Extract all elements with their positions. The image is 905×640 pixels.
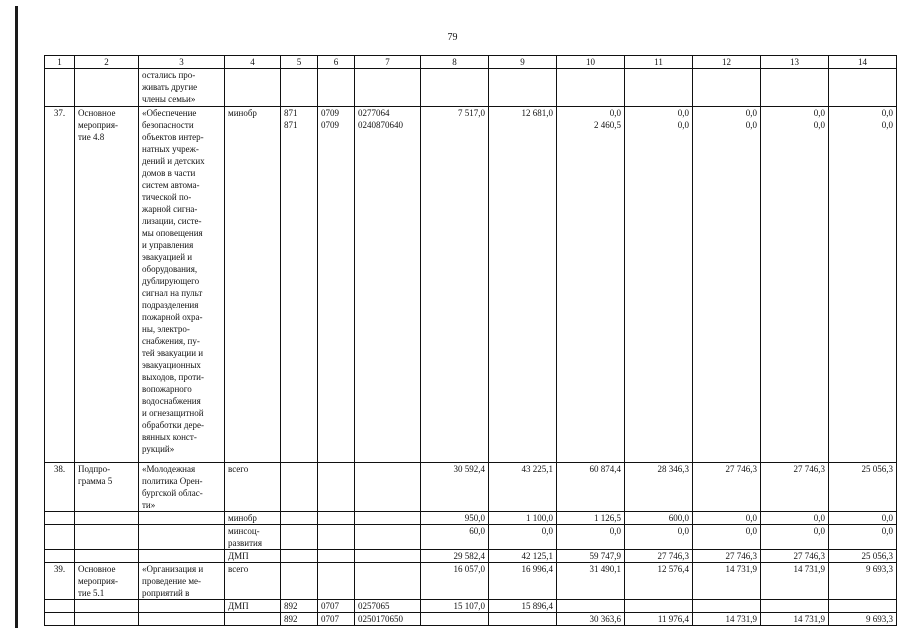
amount-cell: 14 731,9 [693,563,761,600]
description-cell: «Организация и проведение ме- роприятий в [139,563,225,600]
program-name-cell [75,550,139,563]
amount-cell: 0,0 [761,525,829,550]
description-cell: «Обеспечение безопасности объектов интер- натных учреж- дений и детских домов в части систем автома- тической по- жарной сигна- лизации, систе- мы оповещения и управления эвакуацией и оборудования, дублирующего сигнал на пульт подразделения пожарной охра- ны, электро- снабжения, пу- тей эвакуации и эвакуационных выходов, проти- вопожарного водоснабжения и огнезащитной обработки дере- вянных конст- рукций» [139,107,225,463]
row-number-cell: 37. [45,107,75,463]
header-cell: 11 [625,56,693,69]
amount-cell: 29 582,4 [421,550,489,563]
amount-cell: 0,0 [829,512,897,525]
executor-cell: минобр [225,107,281,463]
table-row [45,463,897,512]
target-code-cell [355,69,421,107]
section-code-cell [318,550,355,563]
executor-cell: минсоц- развития [225,525,281,550]
header-cell: 13 [761,56,829,69]
executor-cell [225,613,281,626]
executor-cell: ДМП [225,550,281,563]
description-cell: «Молодежная политика Орен- бургской облас- ти» [139,463,225,512]
grbs-code-cell: 892 [281,613,318,626]
program-name-cell: Основное мероприя- тие 4.8 [75,107,139,463]
row-number-cell [45,613,75,626]
amount-cell: 0,0 [761,512,829,525]
amount-cell: 12 576,4 [625,563,693,600]
amount-cell: 15 896,4 [489,600,557,613]
amount-cell [421,613,489,626]
amount-cell [693,69,761,107]
amount-cell: 14 731,9 [761,613,829,626]
section-code-cell [318,512,355,525]
row-number-cell: 38. [45,463,75,512]
amount-cell: 1 100,0 [489,512,557,525]
target-code-cell [355,512,421,525]
grbs-code-cell [281,550,318,563]
grbs-code-cell [281,463,318,512]
budget-table [44,55,897,626]
header-row [45,56,897,69]
amount-cell: 0,0 [489,525,557,550]
header-cell: 1 [45,56,75,69]
amount-cell: 27 746,3 [625,550,693,563]
description-cell [139,525,225,550]
header-cell: 9 [489,56,557,69]
amount-cell [761,600,829,613]
table-row [45,600,897,613]
section-code-cell [318,525,355,550]
target-code-cell [355,525,421,550]
program-name-cell [75,600,139,613]
table-row [45,550,897,563]
amount-cell: 0,0 [829,525,897,550]
amount-cell: 9 693,3 [829,563,897,600]
amount-cell [557,600,625,613]
header-cell: 12 [693,56,761,69]
table-row [45,69,897,107]
amount-cell: 12 681,0 [489,107,557,463]
table-row [45,525,897,550]
executor-cell: всего [225,463,281,512]
amount-cell [557,69,625,107]
amount-cell [489,613,557,626]
grbs-code-cell [281,69,318,107]
program-name-cell [75,525,139,550]
executor-cell: всего [225,563,281,600]
amount-cell [761,69,829,107]
header-cell: 4 [225,56,281,69]
row-number-cell [45,550,75,563]
amount-cell: 27 746,3 [693,463,761,512]
program-name-cell: Основное мероприя- тие 5.1 [75,563,139,600]
grbs-code-cell [281,525,318,550]
amount-cell: 60,0 [421,525,489,550]
header-cell: 10 [557,56,625,69]
amount-cell: 42 125,1 [489,550,557,563]
program-name-cell [75,613,139,626]
amount-cell: 0,0 0,0 [693,107,761,463]
executor-cell: минобр [225,512,281,525]
header-cell: 5 [281,56,318,69]
amount-cell [829,600,897,613]
amount-cell [625,600,693,613]
grbs-code-cell [281,512,318,525]
grbs-code-cell [281,563,318,600]
amount-cell [625,69,693,107]
target-code-cell [355,550,421,563]
amount-cell: 14 731,9 [693,613,761,626]
amount-cell: 30 592,4 [421,463,489,512]
amount-cell: 0,0 2 460,5 [557,107,625,463]
header-cell: 14 [829,56,897,69]
section-code-cell [318,463,355,512]
amount-cell: 16 996,4 [489,563,557,600]
target-code-cell: 0250170650 [355,613,421,626]
row-number-cell: 39. [45,563,75,600]
amount-cell: 1 126,5 [557,512,625,525]
amount-cell: 25 056,3 [829,463,897,512]
target-code-cell: 0277064 0240870640 [355,107,421,463]
table-row [45,512,897,525]
amount-cell [421,69,489,107]
header-cell: 8 [421,56,489,69]
row-number-cell [45,525,75,550]
amount-cell: 0,0 [693,525,761,550]
program-name-cell [75,512,139,525]
program-name-cell: Подпро- грамма 5 [75,463,139,512]
amount-cell [489,69,557,107]
amount-cell: 9 693,3 [829,613,897,626]
amount-cell: 25 056,3 [829,550,897,563]
target-code-cell [355,463,421,512]
amount-cell: 27 746,3 [761,463,829,512]
description-cell: остались про- живать другие члены семьи» [139,69,225,107]
header-cell: 6 [318,56,355,69]
amount-cell: 0,0 [557,525,625,550]
executor-cell [225,69,281,107]
section-code-cell: 0707 [318,613,355,626]
amount-cell: 60 874,4 [557,463,625,512]
section-code-cell: 0707 [318,600,355,613]
amount-cell: 27 746,3 [693,550,761,563]
amount-cell [693,600,761,613]
amount-cell [829,69,897,107]
row-number-cell [45,512,75,525]
amount-cell: 31 490,1 [557,563,625,600]
scan-edge [15,6,18,628]
section-code-cell: 0709 0709 [318,107,355,463]
amount-cell: 600,0 [625,512,693,525]
page-number: 79 [447,32,458,43]
header-cell: 2 [75,56,139,69]
executor-cell: ДМП [225,600,281,613]
amount-cell: 950,0 [421,512,489,525]
amount-cell: 7 517,0 [421,107,489,463]
header-cell: 3 [139,56,225,69]
description-cell [139,613,225,626]
amount-cell: 43 225,1 [489,463,557,512]
target-code-cell [355,563,421,600]
program-name-cell [75,69,139,107]
description-cell [139,600,225,613]
amount-cell: 16 057,0 [421,563,489,600]
section-code-cell [318,69,355,107]
amount-cell: 0,0 0,0 [761,107,829,463]
amount-cell: 0,0 0,0 [829,107,897,463]
description-cell [139,550,225,563]
table-row [45,613,897,626]
amount-cell: 28 346,3 [625,463,693,512]
grbs-code-cell: 871 871 [281,107,318,463]
amount-cell: 59 747,9 [557,550,625,563]
row-number-cell [45,69,75,107]
amount-cell: 0,0 0,0 [625,107,693,463]
amount-cell: 30 363,6 [557,613,625,626]
table-row [45,563,897,600]
amount-cell: 15 107,0 [421,600,489,613]
amount-cell: 27 746,3 [761,550,829,563]
amount-cell: 14 731,9 [761,563,829,600]
target-code-cell: 0257065 [355,600,421,613]
section-code-cell [318,563,355,600]
amount-cell: 0,0 [693,512,761,525]
grbs-code-cell: 892 [281,600,318,613]
description-cell [139,512,225,525]
row-number-cell [45,600,75,613]
table-row [45,107,897,463]
header-cell: 7 [355,56,421,69]
amount-cell: 0,0 [625,525,693,550]
amount-cell: 11 976,4 [625,613,693,626]
